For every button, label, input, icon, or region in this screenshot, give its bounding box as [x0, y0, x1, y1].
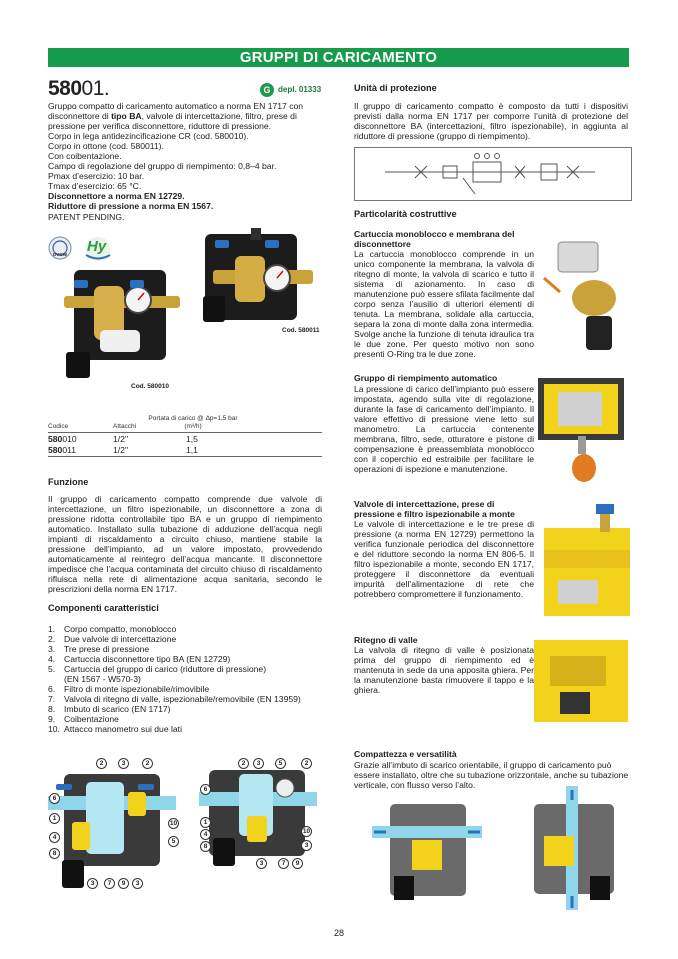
table-cell-portata: 1,1 — [186, 445, 198, 455]
installation-vertical-image — [516, 786, 630, 910]
callout-label: 8 — [200, 841, 211, 852]
table-cell-code-bold: 580 — [48, 445, 63, 455]
list-item — [48, 644, 328, 654]
protection-unit-schematic — [354, 147, 632, 201]
list-item — [48, 654, 328, 664]
filling-unit-image — [530, 374, 630, 484]
description-segment: disconnettore di — [48, 111, 112, 122]
callout-label: 3 — [118, 758, 129, 769]
description-segment: Disconnettore a norma EN 12729. — [48, 191, 185, 202]
section-cartuccia-title: Cartuccia monoblocco e membrana del disconnettore — [354, 229, 515, 250]
list-item-number: 5. — [48, 664, 56, 675]
codes-table — [48, 434, 322, 456]
list-item — [48, 724, 328, 734]
list-item-text: Valvola di ritegno di valle, ispezionabile/removibile (EN 13959) — [64, 694, 301, 705]
description-line — [48, 111, 333, 121]
table-cell-code-suffix: 010 — [62, 434, 77, 444]
callout-label: 1 — [200, 817, 211, 828]
cartridge-image — [540, 238, 628, 356]
section-ritegno-title: Ritegno di valle — [354, 635, 418, 645]
list-item-text: Cartuccia disconnettore tipo BA (EN 12729) — [64, 654, 231, 665]
description-segment: Con coibentazione. — [48, 151, 122, 162]
componenti-title: Componenti caratteristici — [48, 603, 159, 613]
list-item-number: 3. — [48, 644, 56, 655]
product-description — [48, 101, 333, 222]
table-cell-code — [48, 445, 76, 455]
callout-label: 7 — [104, 878, 115, 889]
callout-label: 10 — [302, 828, 311, 835]
table-header-portata-l2: (m³/h) — [184, 422, 202, 430]
product-code-bold: 580 — [48, 77, 82, 100]
product-code — [48, 77, 109, 102]
caption-580010: Cod. 580010 — [131, 383, 169, 390]
table-rule-top — [48, 432, 322, 433]
description-segment: tipo BA — [111, 111, 142, 122]
description-line — [48, 161, 333, 171]
callout-label: 2 — [142, 758, 153, 769]
list-item-text: Cartuccia del gruppo di carico (riduttore di pressione) — [64, 664, 267, 675]
list-item-number: 4. — [48, 654, 56, 665]
section-valvole-title: Valvole di intercettazione, prese di pressione e filtro ispezionabile a monte — [354, 499, 515, 520]
product-photo-580011 — [195, 226, 335, 326]
list-item-text: Corpo compatto, monoblocco — [64, 624, 177, 634]
callout-label: 6 — [49, 793, 60, 804]
section-compattezza-title: Compattezza e versatilità — [354, 749, 457, 759]
callout-label: 3 — [301, 840, 312, 851]
list-item — [48, 704, 328, 714]
callout-label: 4 — [49, 832, 60, 843]
list-item-text: Due valvole di intercettazione — [64, 634, 177, 645]
section-riempimento-title: Gruppo di riempimento automatico — [354, 373, 498, 383]
description-segment: Corpo in lega antidezincificazione — [48, 131, 179, 142]
list-item-number: 6. — [48, 684, 56, 695]
list-item-number: 7. — [48, 694, 56, 705]
description-line — [48, 131, 333, 141]
dvgw-badge-text: DVGW — [53, 252, 67, 257]
callout-label: 3 — [132, 878, 143, 889]
list-item-text: Attacco manometro sui due lati — [64, 724, 182, 735]
callout-label: 4 — [200, 829, 211, 840]
table-cell-attacchi: 1/2" — [113, 445, 128, 455]
callout-label: 9 — [118, 878, 129, 889]
description-line — [48, 121, 333, 131]
table-cell-code-suffix: 011 — [62, 445, 77, 455]
section-compattezza-text: Grazie all’imbuto di scarico orientabile, il gruppo di caricamento può essere installato, oltre che su tubazione orizzontale, anche su tubazione verticale, con flusso verso l’alto. — [354, 760, 629, 791]
check-valve-image — [530, 636, 630, 726]
section-riempimento-text: La pressione di carico dell’impianto può essere impostata, agendo sulla vite di regolazione, durante la fase di caricamento dell’impianto. Il valore effettivo di pressione viene letto sul manometro. La cartuccia contenente membrana, filtro, sede, otturatore e pistone di compensazione è preassemblata monoblocco con il coperchio ed estraibile per facilitare le operazioni di ispezione e manutenzione. — [354, 384, 534, 475]
table-header-codice: Codice — [48, 423, 69, 430]
table-header-attacchi: Attacchi — [113, 423, 137, 430]
list-item — [48, 694, 328, 704]
callout-label: 3 — [253, 758, 264, 769]
section-ritegno-text: La valvola di ritegno di valle è posizionata prima del gruppo di riempimento ed è mantenuta in sede da una apposita ghiera. Per la manutenzione basta rimuovere il tappo e la ghiera. — [354, 645, 534, 696]
list-item-text: Filtro di monte ispezionabile/rimovibile — [64, 684, 210, 695]
table-header-portata-l1: Portata di carico @ Δp=1,5 bar — [148, 415, 238, 422]
callout-label: 10 — [169, 820, 178, 827]
dvgw-badge — [48, 236, 72, 260]
table-cell-code-bold: 580 — [48, 434, 63, 444]
description-segment: , valvole di intercettazione, filtro, prese di — [141, 111, 297, 122]
description-segment: pressione per verifica disconnettore, riduttore di pressione. — [48, 121, 272, 132]
list-item-number: 2. — [48, 634, 56, 645]
callout-label: 6 — [200, 784, 211, 795]
table-rule-bottom — [48, 456, 322, 457]
description-segment: Riduttore di pressione a norma EN 1567. — [48, 201, 214, 212]
table-header-portata — [148, 415, 238, 430]
list-item-text: Tre prese di pressione — [64, 644, 150, 655]
callout-label: 2 — [301, 758, 312, 769]
table-cell-portata: 1,5 — [186, 434, 198, 444]
section-valvole-text: Le valvole di intercettazione e le tre prese di pressione (a norma EN 12729) permettono la verifica funzionale periodica del disconnettore e del riduttore secondo la norma EN 806-5. Il filtro ispezionabile a monte, secondo EN 1717, proteggere il disconnettore da eventuali impurità dell’alimentazione di rete che potrebbero compromettere il funzionamento. — [354, 519, 534, 600]
unita-text: Il gruppo di caricamento compatto è composto da tutti i dispositivi previsti dalla norma EN 1717 per comporre l’unità di protezione del disconnettore BA (intercettazioni, filtro ispezionabile), in aggiunta al riduttore di pressione (gruppo di riempimento). — [354, 101, 628, 142]
product-code-suffix: 01. — [81, 77, 110, 100]
table-cell-code — [48, 434, 77, 444]
callout-label: 2 — [238, 758, 249, 769]
callout-label: 3 — [256, 858, 267, 869]
page-number: 28 — [333, 928, 344, 938]
description-line — [48, 171, 333, 181]
cutaway-diagram-left — [42, 752, 182, 892]
unita-title: Unità di protezione — [354, 83, 437, 93]
hy-badge — [83, 236, 113, 262]
valves-image — [538, 500, 630, 618]
list-item-number: 10. — [48, 724, 60, 735]
table-row — [48, 434, 322, 445]
cutaway-diagram-right — [195, 752, 320, 870]
description-segment: Tmax d’esercizio: 65 °C. — [48, 181, 142, 192]
section-cartuccia-text: La cartuccia monoblocco comprende in un unico componente la membrana, la valvola di ritegno di monte, la valvola di scarico e tutto il sistema di azionamento. In caso di manutenzione può essere sfilata facilmente dal corpo senza l’ausilio di ulteriori elementi di tenuta. La membrana, solidale alla cartuccia, separa la zona di monte dalla zona intermedia. Svolge anche la funzione di tenuta idraulica tra le due zone. Per questo motivo non sono presenti O-Ring tra le due zone. — [354, 249, 534, 360]
list-item — [48, 684, 328, 694]
list-item-number: 1. — [48, 624, 56, 634]
list-item — [48, 714, 328, 724]
description-line — [48, 101, 333, 111]
callout-label: 5 — [275, 758, 286, 769]
description-segment: Pmax d’esercizio: 10 bar. — [48, 171, 145, 182]
description-line — [48, 191, 333, 201]
funzione-text: Il gruppo di caricamento compatto comprende due valvole di intercettazione, un filtro ispezionabile, un disconnettore a zona di pressione ridotta controllabile tipo BA e un gruppo di riempimento automatico. Installato sulla tubazione di adduzione dell’acqua negli impianti di riscaldamento a circuito chiuso, mantiene stabile la pressione dell’impianto, ad un valore impostato, provvedendo automaticamente al reintegro dell’acqua mancante. Il disconnettore impedisce che l’acqua contaminata del circuito chiuso di riscaldamento rifluisca nella rete di alimentazione acqua sanitaria, secondo le prescrizioni della norma EN 1717. — [48, 494, 322, 595]
product-photo-580010 — [60, 260, 185, 380]
table-cell-attacchi: 1/2" — [113, 434, 128, 444]
certification-logo-icon: G — [260, 83, 274, 97]
list-item-text: Imbuto di scarico (EN 1717) — [64, 704, 171, 715]
certification-text: depl. 01333 — [278, 85, 322, 95]
callout-label: 7 — [278, 858, 289, 869]
funzione-title: Funzione — [48, 477, 89, 487]
description-line — [48, 181, 333, 191]
list-item — [48, 624, 328, 634]
description-line — [48, 212, 333, 222]
description-segment: Corpo in ottone (cod. 580011). — [48, 141, 164, 152]
list-item — [48, 674, 328, 684]
description-segment: Campo di regolazione del gruppo di riempimento: 0,8–4 bar. — [48, 161, 277, 172]
list-item-text: Coibentazione — [64, 714, 119, 725]
callout-label: 5 — [168, 836, 179, 847]
callout-label: 2 — [96, 758, 107, 769]
description-segment: Gruppo compatto di caricamento automatico a norma EN 1717 con — [48, 101, 304, 111]
list-item — [48, 634, 328, 644]
callout-label: 3 — [87, 878, 98, 889]
list-item-number: 9. — [48, 714, 56, 725]
callout-label: 8 — [49, 848, 60, 859]
particolarita-title: Particolarità costruttive — [354, 209, 457, 219]
caption-580011: Cod. 580011 — [282, 327, 320, 334]
list-item — [48, 664, 328, 674]
callout-label: 9 — [292, 858, 303, 869]
installation-horizontal-image — [372, 796, 482, 906]
list-item-number: 8. — [48, 704, 56, 715]
description-segment: CR — [178, 131, 191, 142]
description-line — [48, 201, 333, 211]
certification — [260, 83, 321, 97]
table-row — [48, 445, 322, 456]
list-item-text: (EN 1567 - W570-3) — [64, 674, 141, 685]
description-line — [48, 151, 333, 161]
page-banner: GRUPPI DI CARICAMENTO — [48, 48, 629, 67]
callout-label: 1 — [49, 813, 60, 824]
componenti-list — [48, 624, 328, 735]
description-line — [48, 141, 333, 151]
description-segment: PATENT PENDING. — [48, 211, 125, 222]
description-segment: (cod. 580010). — [190, 131, 249, 142]
hy-badge-text: Hy — [87, 238, 107, 255]
